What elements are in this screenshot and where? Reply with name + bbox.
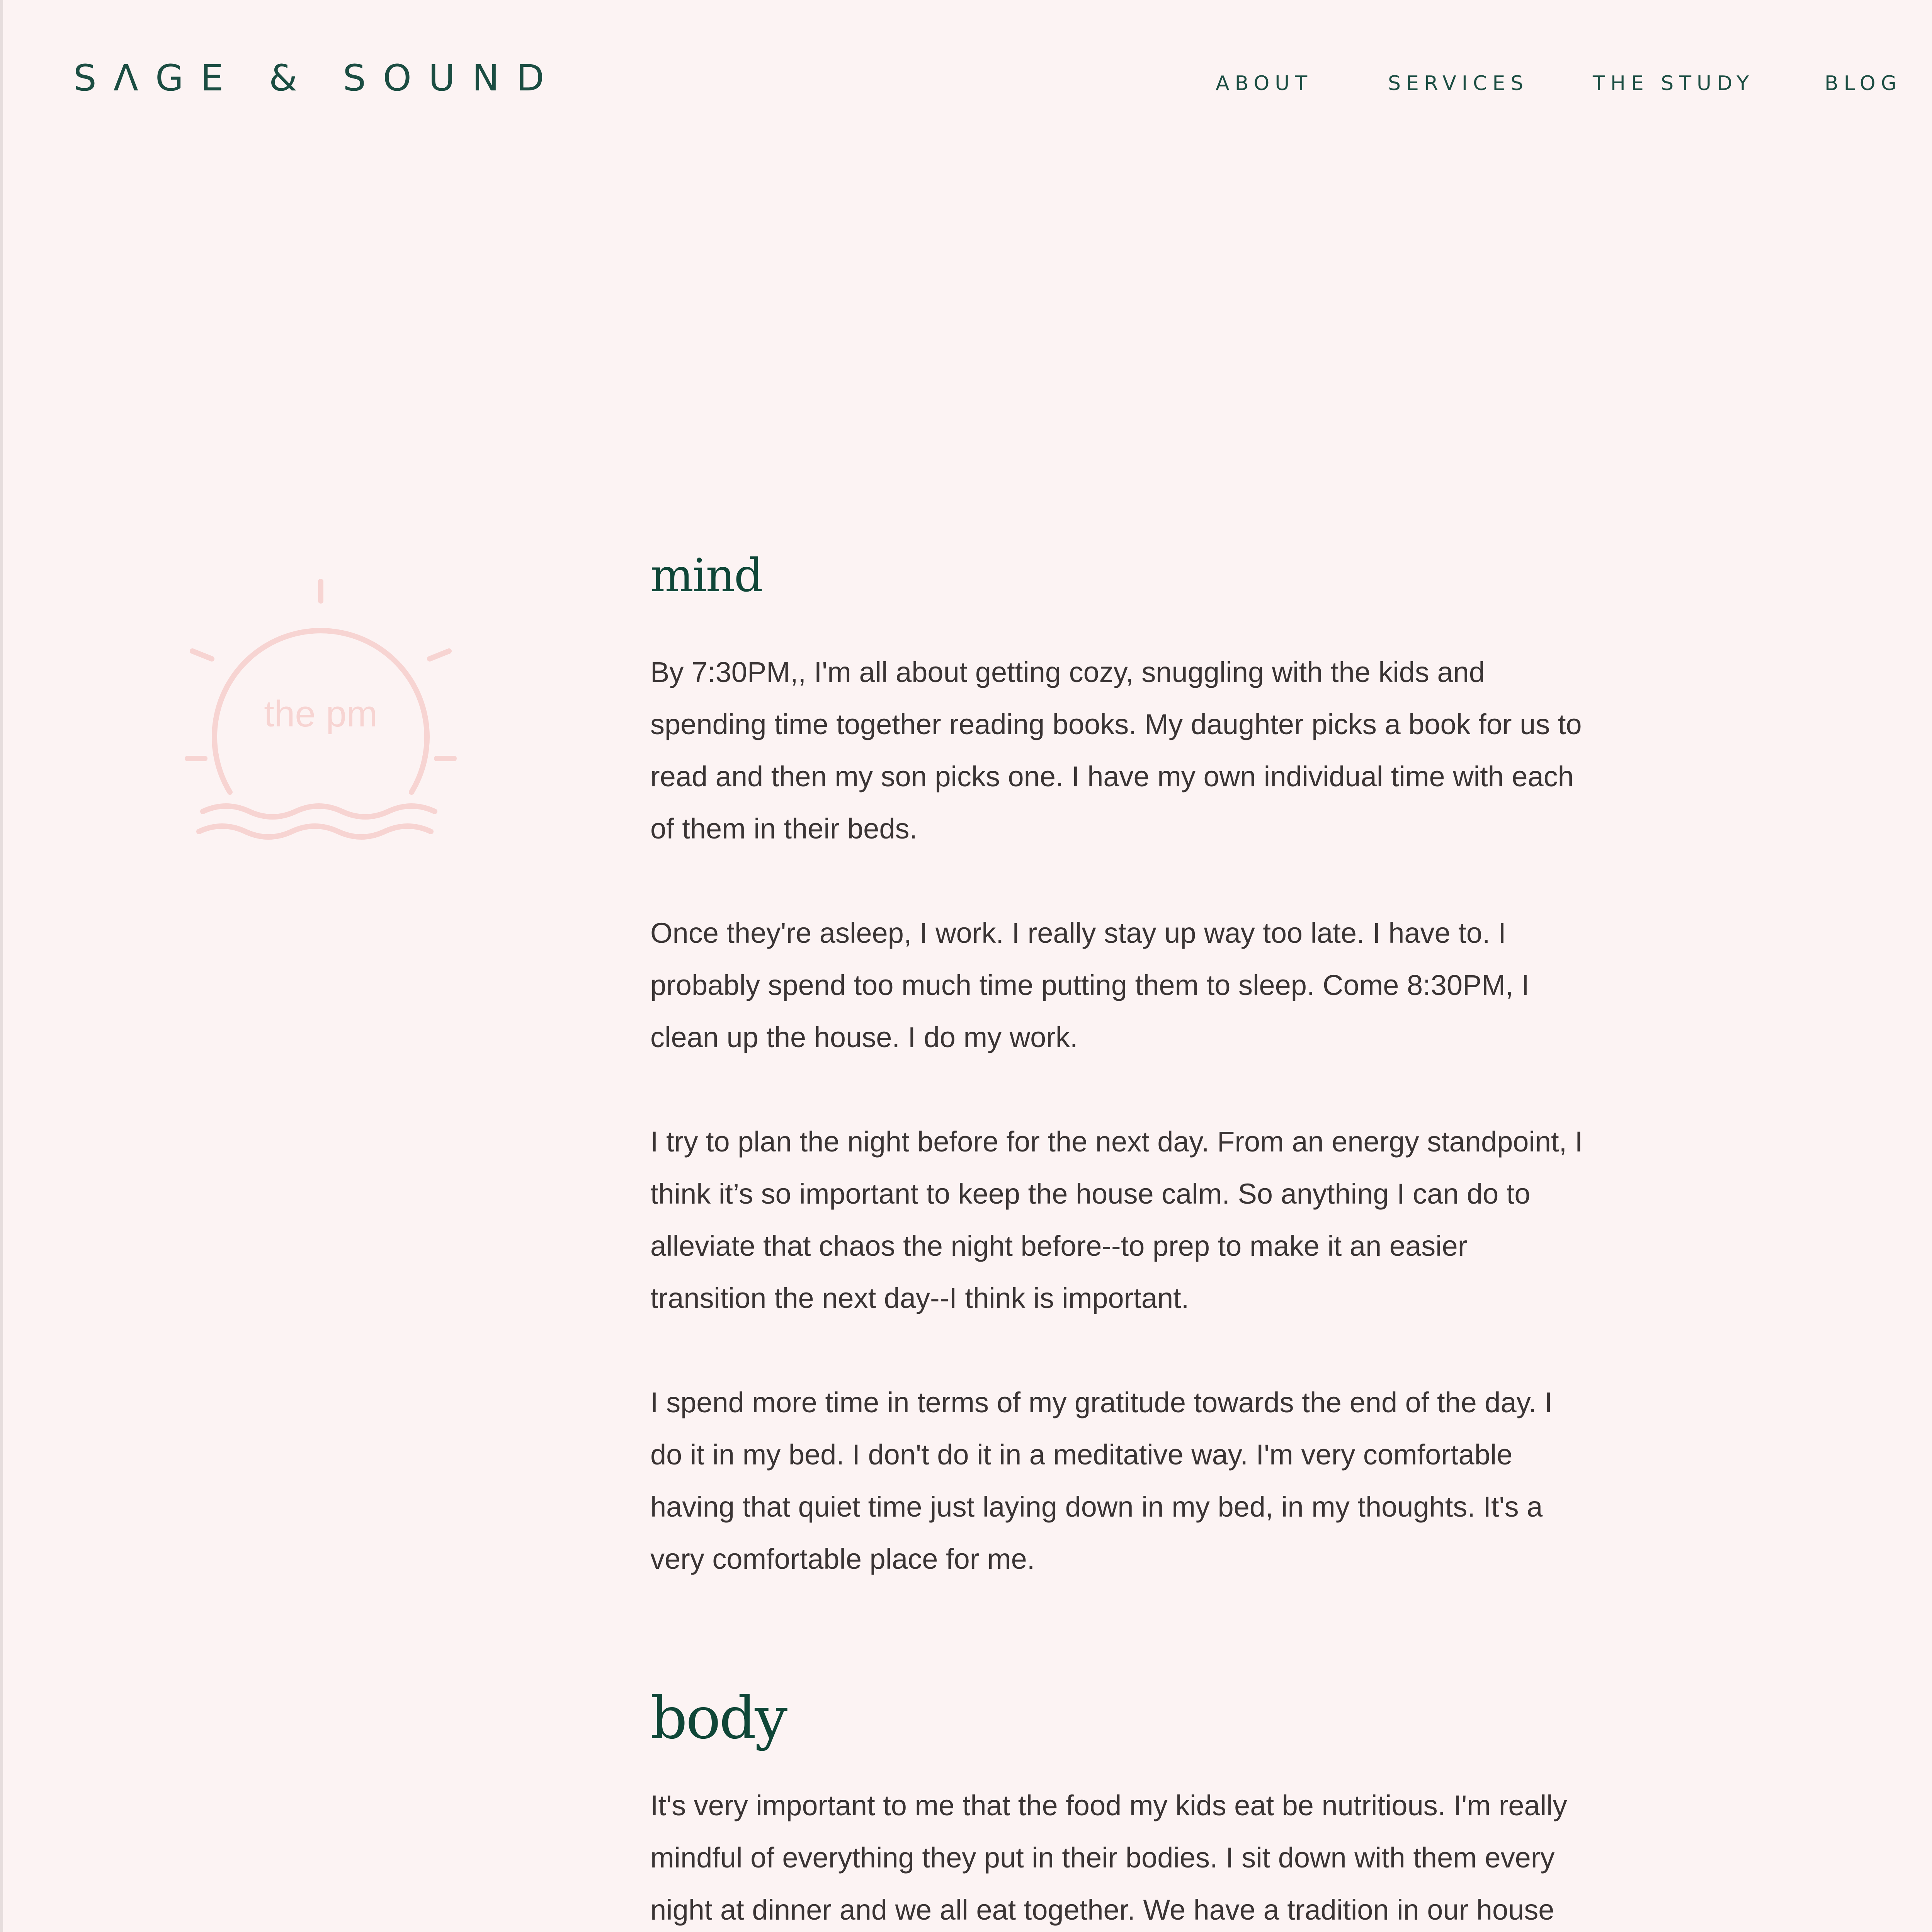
- mind-paragraph: I try to plan the night before for the next day. From an energy standpoint, I think it’s so important to keep the house calm. So anything I can do to alleviate that chaos the night before--to prep to make it an easier transition the next day--I think is important.: [650, 1126, 1583, 1314]
- sun-ray-right: [430, 651, 449, 659]
- section-heading-body: body: [650, 1685, 786, 1752]
- site-logo[interactable]: SΛGE & SOUND: [73, 57, 561, 99]
- wave-lower: [199, 826, 431, 837]
- mind-paragraph: Once they're asleep, I work. I really stay up way too late. I have to. I probably spend too much time putting them to sleep. Come 8:30PM, I clean up the house. I do my work.: [650, 917, 1529, 1053]
- sunset-emblem-icon: [182, 576, 460, 862]
- body-paragraph: It's very important to me that the food my kids eat be nutritious. I'm really mindful of everything they put in their bodies. I sit down with them every night at dinner and we all eat together. We have a tradition in our house: [650, 1789, 1567, 1926]
- emblem-label: the pm: [264, 693, 378, 735]
- section-heading-mind: mind: [650, 549, 762, 602]
- nav-link-about[interactable]: ABOUT: [1216, 72, 1313, 95]
- mind-paragraph: I spend more time in terms of my gratitude towards the end of the day. I do it in my bed. I don't do it in a meditative way. I'm very comfortable having that quiet time just laying down in my bed, in my thoughts. It's a very comfortable place for me.: [650, 1386, 1553, 1575]
- page-frame-left: [0, 0, 3, 1932]
- sun-ray-left: [192, 651, 212, 659]
- nav-link-the-study[interactable]: THE STUDY: [1593, 72, 1755, 95]
- nav-link-blog[interactable]: BLOG: [1825, 72, 1902, 95]
- nav-link-services[interactable]: SERVICES: [1388, 72, 1529, 95]
- wave-upper: [203, 806, 435, 817]
- mind-paragraph: By 7:30PM,, I'm all about getting cozy, snuggling with the kids and spending time together reading books. My daughter picks a book for us to read and then my son picks one. I have my own individual time with each of them in their beds.: [650, 656, 1582, 845]
